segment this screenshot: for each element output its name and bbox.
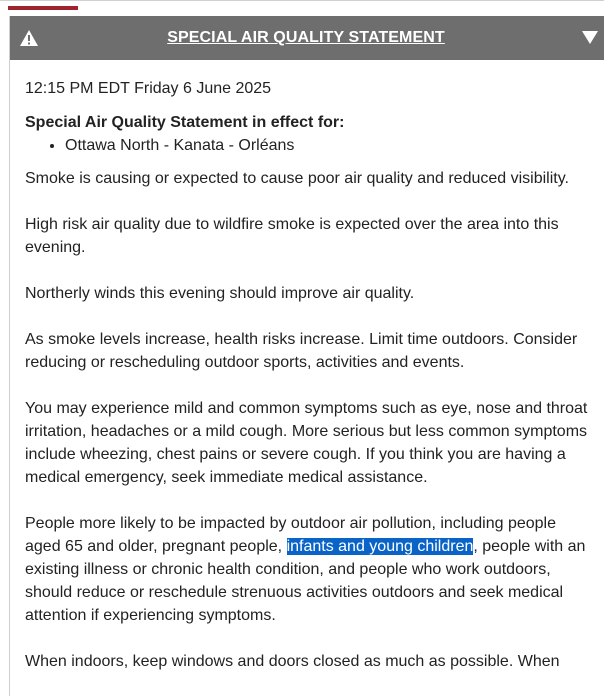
paragraph-winds: Northerly winds this evening should improve air quality. — [25, 285, 415, 302]
alert-title[interactable]: SPECIAL AIR QUALITY STATEMENT — [167, 29, 445, 46]
alert-panel — [9, 16, 604, 696]
paragraph-high-risk: High risk air quality due to wildfire smoke is expected over the area into this evening. — [25, 216, 559, 256]
region-list — [25, 134, 594, 157]
paragraph-smoke: Smoke is causing or expected to cause poor air quality and reduced visibility. — [25, 170, 569, 187]
chevron-down-icon[interactable] — [581, 29, 599, 45]
region-item: • Ottawa North - Kanata - Orléans — [65, 134, 594, 157]
paragraph-text: People more likely to be impacted by outdoor air pollution, including people aged 65 and older, pregnant people, — [25, 515, 556, 555]
issued-timestamp: 12:15 PM EDT Friday 6 June 2025 — [25, 80, 272, 97]
warning-icon — [19, 29, 39, 47]
paragraph-health-risks: As smoke levels increase, health risks increase. Limit time outdoors. Consider reducing or rescheduling outdoor sports, activities and events. — [25, 331, 578, 371]
in-effect-label: Special Air Quality Statement in effect for: — [25, 114, 345, 131]
top-divider — [0, 0, 604, 1]
alert-header[interactable] — [10, 16, 604, 60]
alert-body — [10, 60, 604, 673]
active-tab-indicator — [8, 6, 78, 10]
paragraph-indoors: When indoors, keep windows and doors closed as much as possible. When — [25, 653, 560, 670]
paragraph-vulnerable-groups — [25, 512, 594, 627]
selected-text[interactable]: infants and young children — [286, 538, 474, 555]
paragraph-symptoms: You may experience mild and common symptoms such as eye, nose and throat irritation, headaches or a mild cough. More serious but less common symptoms include wheezing, chest pains or severe cough. If you think you are having a medical emergency, seek immediate medical assistance. — [25, 400, 588, 486]
paragraph-text: , people with an existing illness or chronic health condition, and people who work outdoors, should reduce or reschedule strenuous activities outdoors and seek medical attention if experiencing symptoms. — [25, 538, 586, 624]
